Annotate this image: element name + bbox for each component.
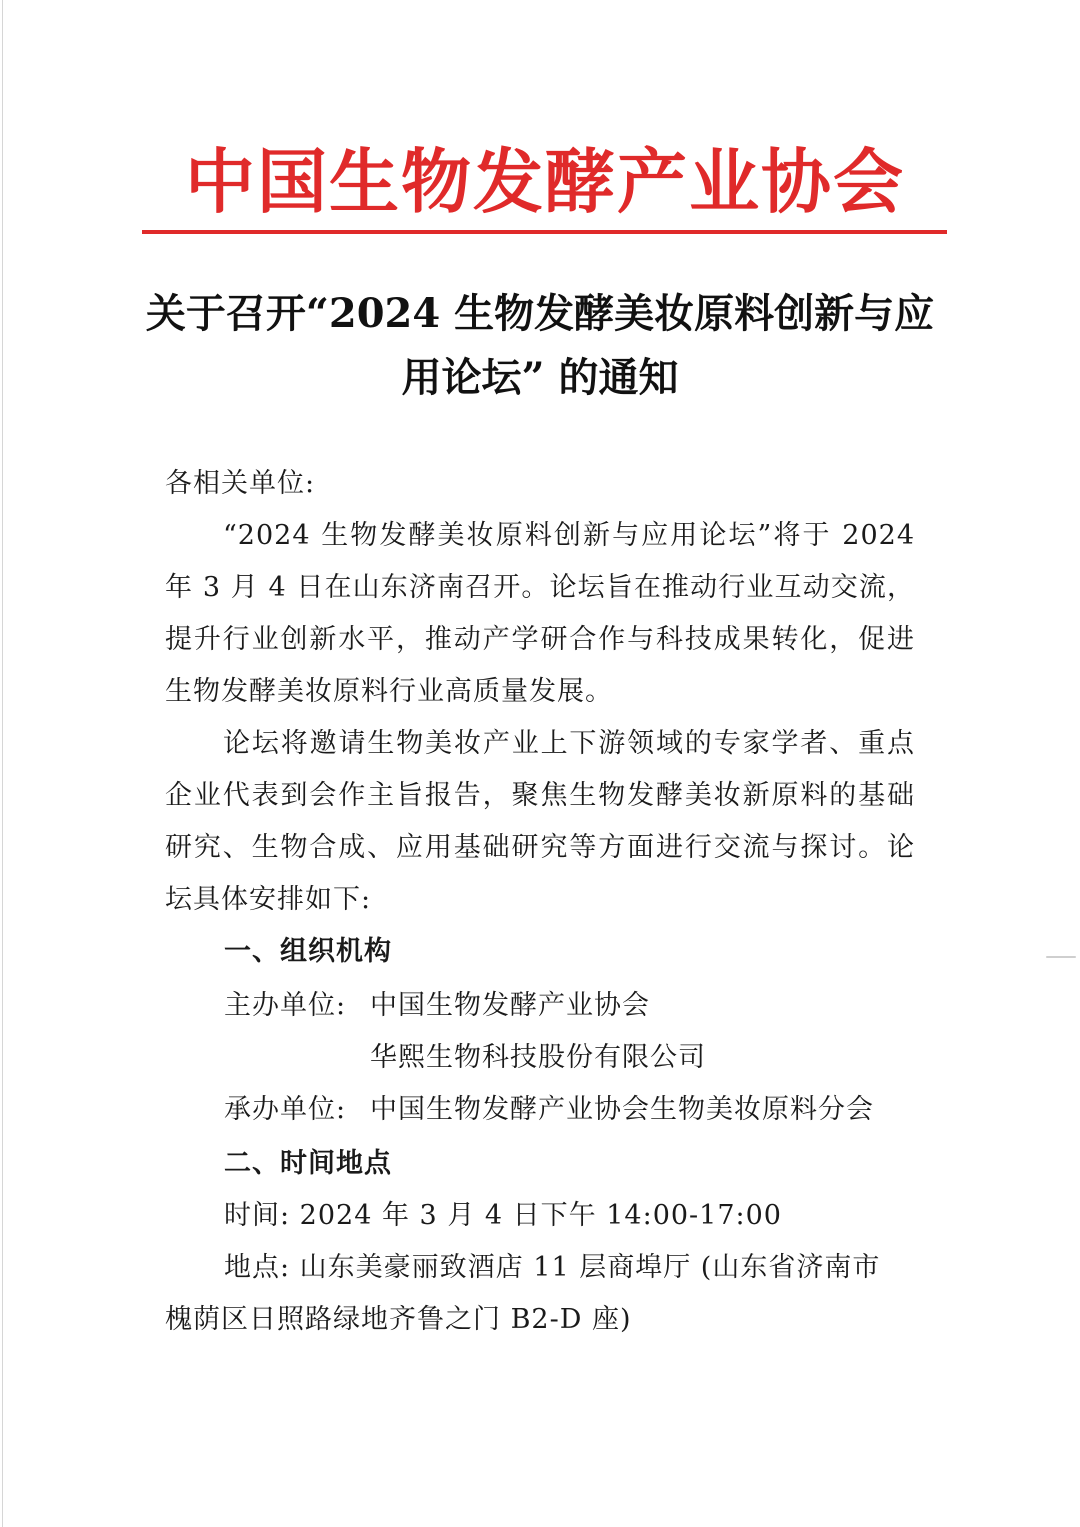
scan-artifact (1046, 956, 1076, 958)
organizer-name: 中国生物发酵产业协会生物美妆原料分会 (370, 1094, 874, 1125)
section-heading-organization: 一、组织机构 (224, 936, 392, 967)
letterhead-org-name: 中国生物发酵产业协会 (185, 141, 905, 223)
page-edge-line (2, 0, 3, 1527)
title-line-1: 关于召开“2024 生物发酵美妆原料创新与应 (145, 290, 935, 337)
organizer-label: 承办单位: (224, 1094, 347, 1125)
document-title (140, 282, 940, 410)
host-name-2: 华熙生物科技股份有限公司 (370, 1042, 706, 1073)
event-place-line-1: 地点: 山东美豪丽致酒店 11 层商埠厅 (山东省济南市 (224, 1252, 881, 1283)
title-line-2: 用论坛” 的通知 (401, 354, 679, 401)
event-place-line-2: 槐荫区日照路绿地齐鲁之门 B2-D 座) (165, 1304, 632, 1335)
letterhead-divider (142, 230, 947, 234)
paragraph-intro: “2024 生物发酵美妆原料创新与应用论坛”将于 2024 年 3 月 4 日在山东济南召开。论坛旨在推动行业互动交流，提升行业创新水平，推动产学研合作与科技成果转化，促进生物发酵美妆原料行业高质量发展。 (165, 520, 915, 707)
event-time: 时间: 2024 年 3 月 4 日下午 14:00-17:00 (224, 1200, 782, 1231)
host-name-1: 中国生物发酵产业协会 (370, 990, 650, 1021)
salutation: 各相关单位: (165, 468, 316, 499)
host-label: 主办单位: (224, 990, 347, 1021)
section-heading-time-place: 二、时间地点 (224, 1148, 392, 1179)
paragraph-agenda: 论坛将邀请生物美妆产业上下游领域的专家学者、重点企业代表到会作主旨报告，聚焦生物发酵美妆新原料的基础研究、生物合成、应用基础研究等方面进行交流与探讨。论坛具体安排如下: (165, 728, 915, 915)
